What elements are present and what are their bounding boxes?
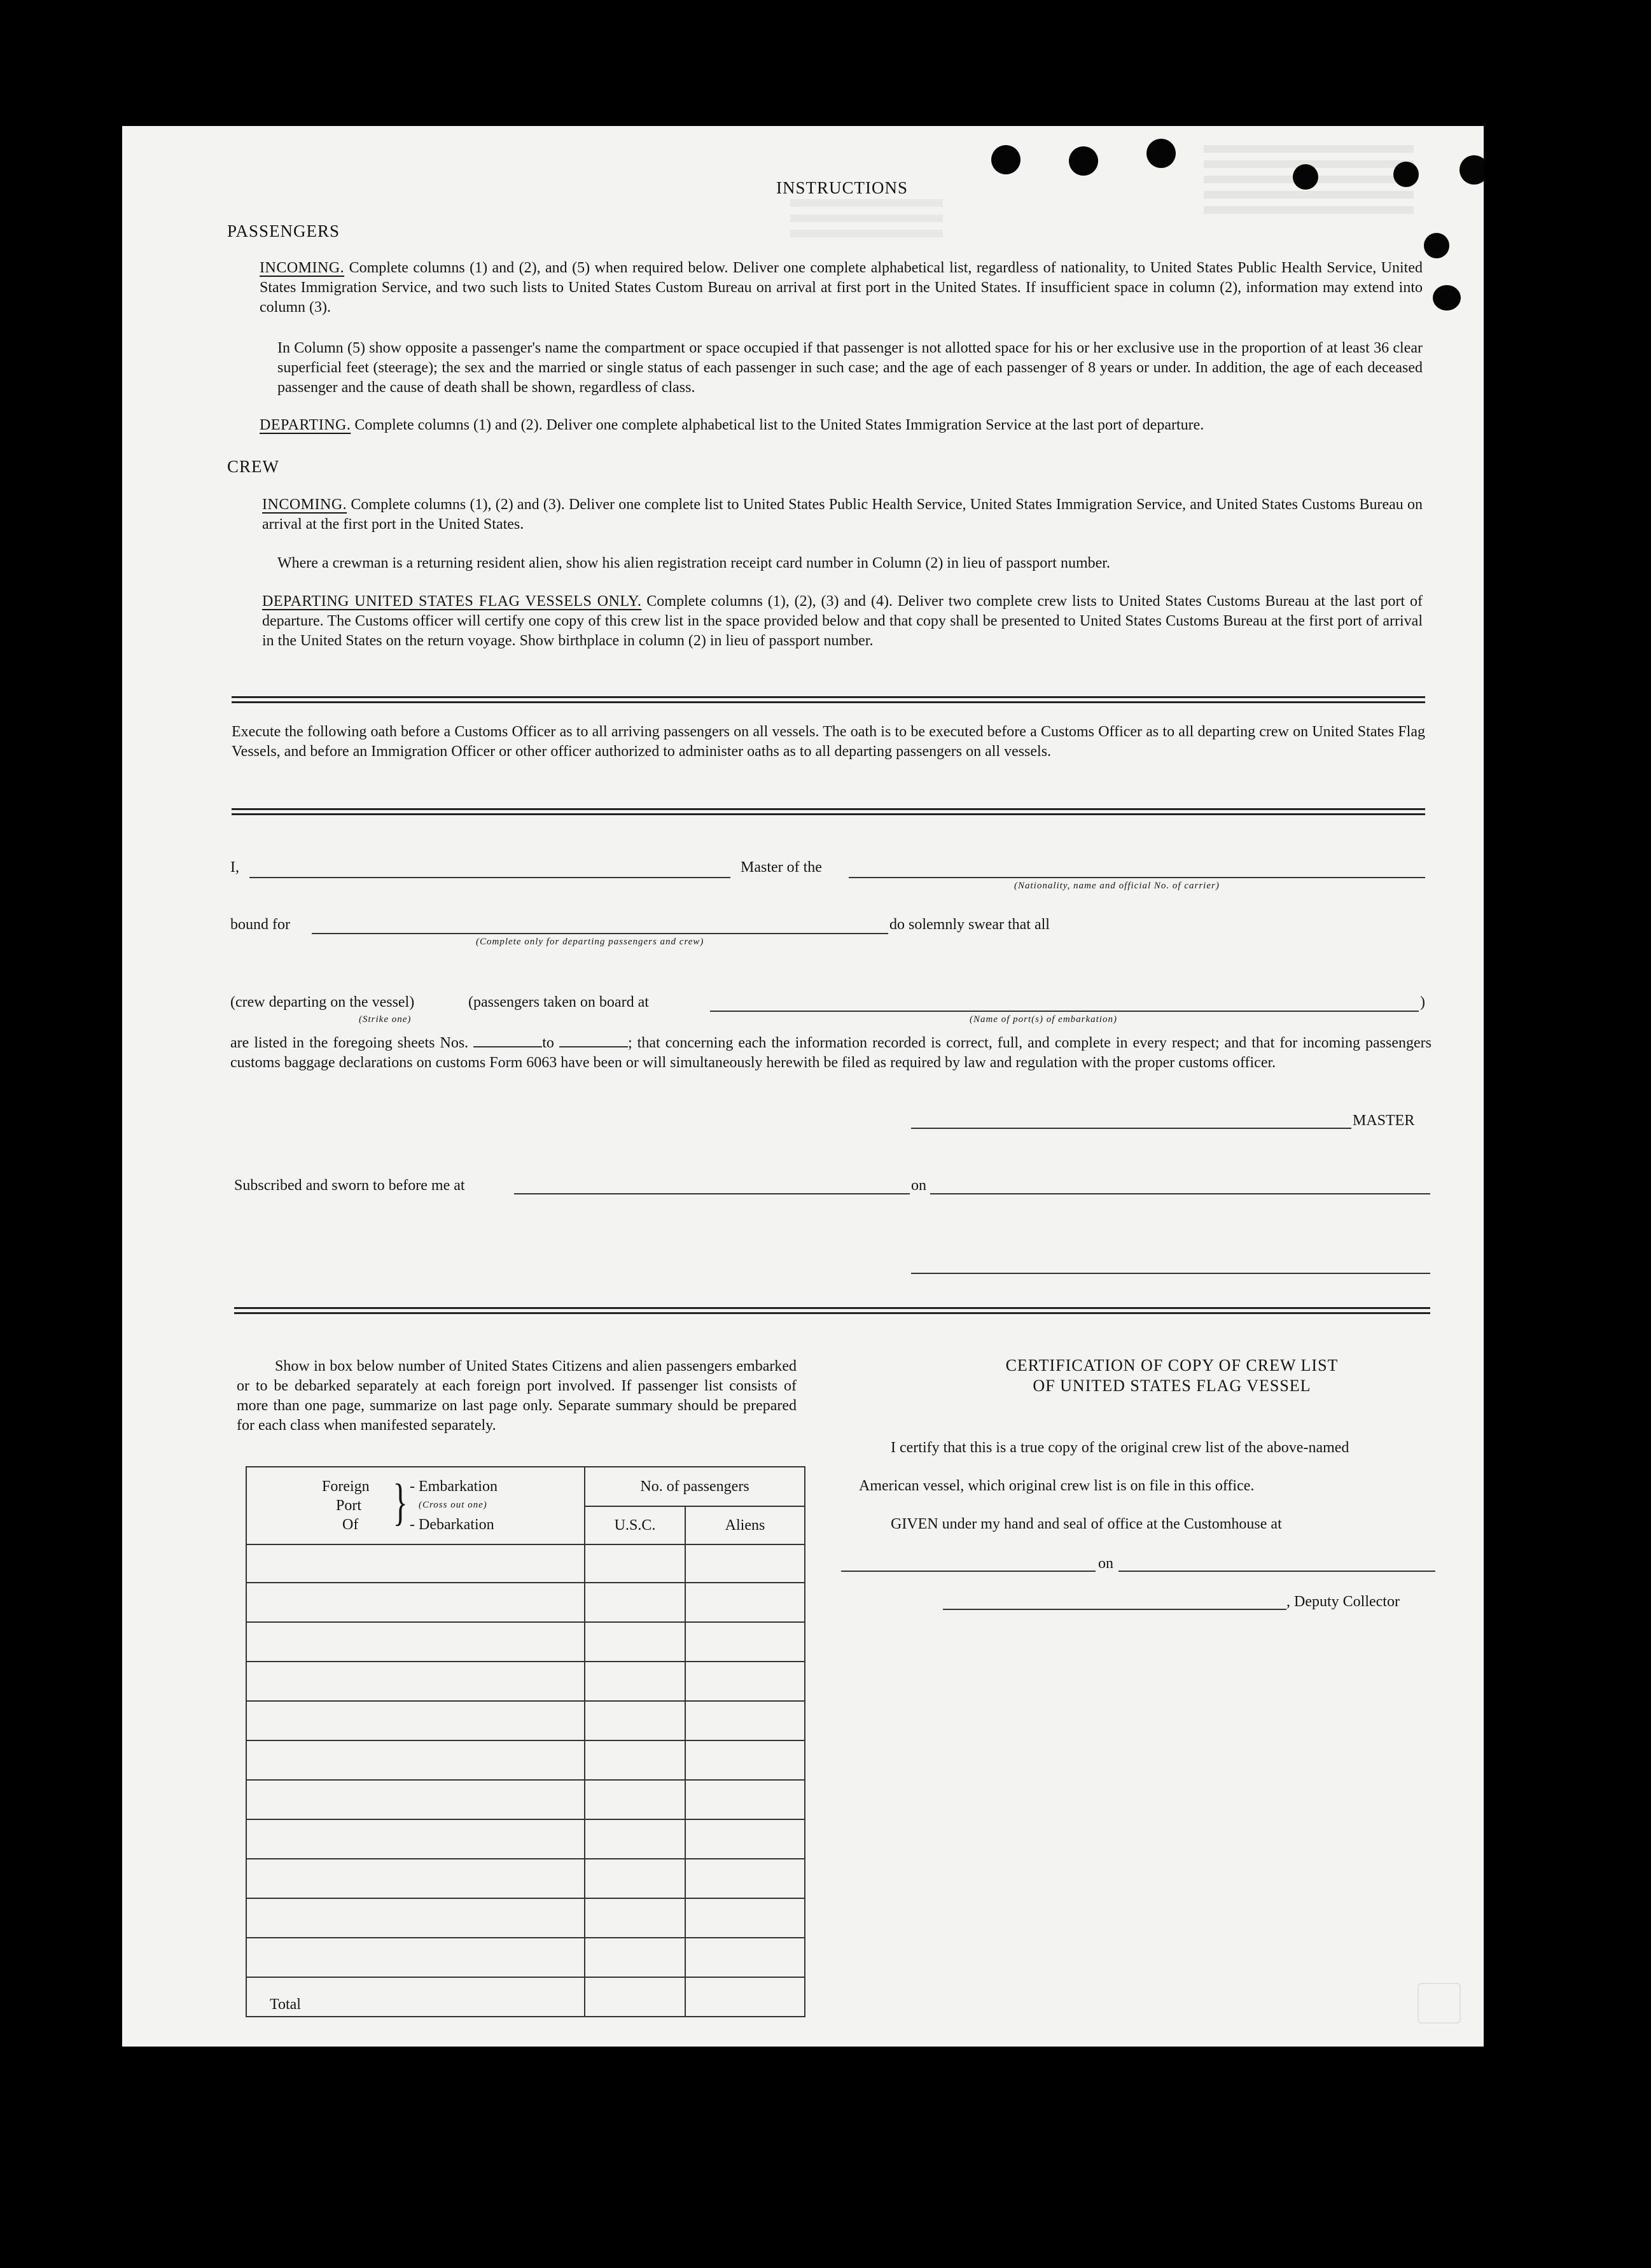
certification-date-input[interactable] — [1118, 1571, 1435, 1572]
port-hint: (Name of port(s) of embarkation) — [970, 1014, 1117, 1025]
of-label: Of — [342, 1516, 359, 1533]
usc-cell[interactable] — [585, 1859, 685, 1898]
embarkation-label: - Embarkation — [410, 1478, 498, 1495]
table-row — [246, 1662, 805, 1701]
passengers-incoming-text: Complete columns (1) and (2), and (5) when required below. Deliver one complete alphabetical list, regardless of nationality, to United States Public Health Service, United States Immigration Service, and two such lists to United States Custom Bureau on arrival at first port in the United States. If insufficient space in column (2), information may extend into column (3). — [260, 260, 1423, 316]
bound-for-hint: (Complete only for departing passengers and crew) — [476, 937, 704, 947]
close-paren: ) — [1420, 994, 1425, 1011]
port-cell[interactable] — [246, 1740, 585, 1780]
aliens-cell[interactable] — [685, 1859, 805, 1898]
aliens-cell[interactable] — [685, 1544, 805, 1583]
certification-on-label: on — [1098, 1555, 1113, 1572]
section-divider — [234, 1312, 1430, 1314]
punch-hole — [1146, 139, 1176, 168]
table-row — [246, 1740, 805, 1780]
punch-hole — [1459, 155, 1484, 185]
master-name-input[interactable] — [249, 877, 730, 878]
passengers-heading: PASSENGERS — [227, 221, 340, 241]
oath-listed-paragraph — [230, 1033, 1432, 1073]
total-label: Total — [246, 1977, 585, 2017]
usc-header: U.S.C. — [585, 1506, 685, 1544]
punch-hole — [1424, 233, 1449, 258]
port-label: Port — [336, 1497, 362, 1514]
summary-instructions: Show in box below number of United States Citizens and alien passengers embarked or to be debarked separately at each foreign port involved. If passenger list consists of more than one page, summarize on last page only. Separate summary should be prepared for each class when manifested separately. — [237, 1358, 797, 1434]
certification-title-line2: OF UNITED STATES FLAG VESSEL — [1033, 1376, 1311, 1395]
sheet-from-input[interactable] — [473, 1035, 542, 1047]
strike-one-hint: (Strike one) — [359, 1014, 412, 1025]
instructions-title: INSTRUCTIONS — [776, 178, 909, 197]
aliens-cell[interactable] — [685, 1740, 805, 1780]
usc-cell[interactable] — [585, 1898, 685, 1938]
passengers-incoming-label: INCOMING. — [260, 260, 345, 276]
total-aliens-cell[interactable] — [685, 1977, 805, 2017]
master-signature-input[interactable] — [911, 1128, 1351, 1129]
bleed-through-mark — [790, 199, 943, 244]
punch-hole — [1433, 285, 1461, 311]
certification-line1: I certify that this is a true copy of the original crew list of the above-named — [891, 1439, 1349, 1456]
no-passengers-header: No. of passengers — [585, 1467, 805, 1506]
passengers-incoming-paragraph — [260, 258, 1423, 318]
port-of-embarkation-input[interactable] — [710, 1011, 1419, 1012]
listed-prefix: are listed in the foregoing sheets Nos. — [230, 1035, 469, 1051]
aliens-cell[interactable] — [685, 1701, 805, 1740]
usc-cell[interactable] — [585, 1780, 685, 1819]
table-row — [246, 1583, 805, 1622]
carrier-input[interactable] — [849, 877, 1425, 878]
crew-departing-paragraph — [262, 592, 1423, 651]
usc-cell[interactable] — [585, 1701, 685, 1740]
port-cell[interactable] — [246, 1662, 585, 1701]
sheet-to-input[interactable] — [559, 1035, 628, 1047]
oath-intro-paragraph: Execute the following oath before a Customs Officer as to all arriving passengers on all vessels. The oath is to be executed before a Customs Officer as to all departing crew on United States Flag Vessels, and before an Immigration Officer or other officer authorized to administer oaths as to all departing passengers on all vessels. — [232, 724, 1425, 760]
certification-title — [873, 1355, 1471, 1396]
port-cell[interactable] — [246, 1938, 585, 1977]
deputy-collector-signature-input[interactable] — [943, 1609, 1286, 1610]
usc-cell[interactable] — [585, 1938, 685, 1977]
crew-heading: CREW — [227, 457, 279, 476]
port-cell[interactable] — [246, 1898, 585, 1938]
aliens-cell[interactable] — [685, 1938, 805, 1977]
port-cell[interactable] — [246, 1819, 585, 1859]
cross-out-hint: (Cross out one) — [419, 1500, 487, 1510]
crew-incoming-paragraph — [262, 495, 1423, 535]
passenger-summary-table — [246, 1466, 805, 2017]
passengers-departing-paragraph — [260, 416, 1423, 435]
bleed-through-mark — [1204, 145, 1414, 221]
foreign-label: Foreign — [322, 1478, 370, 1495]
customhouse-location-input[interactable] — [841, 1571, 1096, 1572]
passengers-departing-text: Complete columns (1) and (2). Deliver one complete alphabetical list to the United States Immigration Service at the last port of departure. — [354, 417, 1204, 433]
bound-for-input[interactable] — [312, 933, 888, 934]
aliens-cell[interactable] — [685, 1780, 805, 1819]
port-cell[interactable] — [246, 1859, 585, 1898]
table-total-row — [246, 1977, 805, 2017]
usc-cell[interactable] — [585, 1544, 685, 1583]
section-divider — [232, 813, 1425, 815]
punch-hole — [991, 145, 1021, 174]
certification-line2: American vessel, which original crew list is on file in this office. — [859, 1478, 1255, 1494]
table-body — [246, 1544, 805, 2017]
aliens-cell[interactable] — [685, 1819, 805, 1859]
table-row — [246, 1544, 805, 1583]
usc-cell[interactable] — [585, 1583, 685, 1622]
section-divider — [232, 696, 1425, 698]
table-row — [246, 1701, 805, 1740]
listed-to: to — [542, 1035, 554, 1051]
crew-departing-label: DEPARTING UNITED STATES FLAG VESSELS ONLY. — [262, 593, 642, 610]
port-cell[interactable] — [246, 1622, 585, 1662]
listed-rest: ; that concerning each the information recorded is correct, full, and complete in every respect; and that for incoming passengers customs baggage declarations on customs Form 6063 have been or will simultaneously herewith be filed as required by law and regulation with the proper customs officer. — [230, 1035, 1432, 1071]
carrier-hint: (Nationality, name and official No. of carrier) — [1014, 881, 1220, 891]
usc-cell[interactable] — [585, 1740, 685, 1780]
swear-label: do solemnly swear that all — [889, 916, 1050, 933]
table-row — [246, 1938, 805, 1977]
total-usc-cell[interactable] — [585, 1977, 685, 2017]
aliens-cell[interactable] — [685, 1583, 805, 1622]
oath-i-label: I, — [230, 859, 239, 876]
table-row — [246, 1898, 805, 1938]
subscribed-label: Subscribed and sworn to before me at — [234, 1177, 465, 1194]
sworn-location-input[interactable] — [514, 1193, 910, 1194]
form-page — [122, 126, 1484, 2047]
punch-hole — [1069, 146, 1098, 176]
port-cell[interactable] — [246, 1583, 585, 1622]
crew-incoming-label: INCOMING. — [262, 496, 347, 513]
crew-resident-paragraph: Where a crewman is a returning resident alien, show his alien registration receipt card number in Column (2) in lieu of passport number. — [277, 555, 1110, 571]
section-divider — [232, 701, 1425, 703]
on-label: on — [911, 1177, 926, 1194]
usc-cell[interactable] — [585, 1819, 685, 1859]
port-cell[interactable] — [246, 1544, 585, 1583]
crew-departing-text: Complete columns (1), (2), (3) and (4). Deliver two complete crew lists to United States Customs Bureau at the last port of departure. The Customs officer will certify one copy of this crew list in the space provided below and that copy shall be presented to United States Customs Bureau at the first port of arrival in the United States on the return voyage. Show birthplace in column (2) in lieu of passport number. — [262, 593, 1423, 649]
officer-signature-input[interactable] — [911, 1273, 1430, 1274]
crew-departing-option[interactable]: (crew departing on the vessel) — [230, 994, 415, 1011]
passengers-taken-option[interactable]: (passengers taken on board at — [468, 994, 649, 1011]
foreign-port-header — [246, 1467, 585, 1544]
aliens-cell[interactable] — [685, 1622, 805, 1662]
usc-cell[interactable] — [585, 1662, 685, 1701]
sworn-date-input[interactable] — [930, 1193, 1430, 1194]
certification-line3: GIVEN under my hand and seal of office at the Customhouse at — [891, 1516, 1282, 1532]
passengers-departing-label: DEPARTING. — [260, 417, 351, 433]
passengers-column5-paragraph: In Column (5) show opposite a passenger's name the compartment or space occupied if that passenger is not allotted space for his or her exclusive use in the proportion of at least 36 clear superficial feet (steerage); the sex and the married or single status of each passenger in such case; and the age of each passenger of 8 years or under. In addition, the age of each deceased passenger and the cause of death shall be shown, regardless of class. — [277, 340, 1423, 396]
bound-for-label: bound for — [230, 916, 290, 933]
aliens-cell[interactable] — [685, 1662, 805, 1701]
debarkation-label: - Debarkation — [410, 1516, 494, 1533]
crew-incoming-text: Complete columns (1), (2) and (3). Deliver one complete list to United States Public Health Service, United States Immigration Service, and United States Customs Bureau on arrival at the first port in the United States. — [262, 496, 1423, 533]
table-row — [246, 1780, 805, 1819]
brace-icon: } — [393, 1474, 408, 1530]
section-divider — [234, 1307, 1430, 1309]
port-cell[interactable] — [246, 1780, 585, 1819]
table-row — [246, 1819, 805, 1859]
master-label: MASTER — [1353, 1112, 1415, 1129]
faint-stamp-mark — [1418, 1983, 1461, 2024]
table-row — [246, 1859, 805, 1898]
master-of-label: Master of the — [741, 859, 822, 876]
aliens-header: Aliens — [685, 1506, 805, 1544]
table-row — [246, 1622, 805, 1662]
section-divider — [232, 808, 1425, 810]
certification-title-line1: CERTIFICATION OF COPY OF CREW LIST — [1005, 1356, 1339, 1375]
aliens-cell[interactable] — [685, 1898, 805, 1938]
deputy-collector-label: , Deputy Collector — [1286, 1593, 1400, 1610]
port-cell[interactable] — [246, 1701, 585, 1740]
usc-cell[interactable] — [585, 1622, 685, 1662]
